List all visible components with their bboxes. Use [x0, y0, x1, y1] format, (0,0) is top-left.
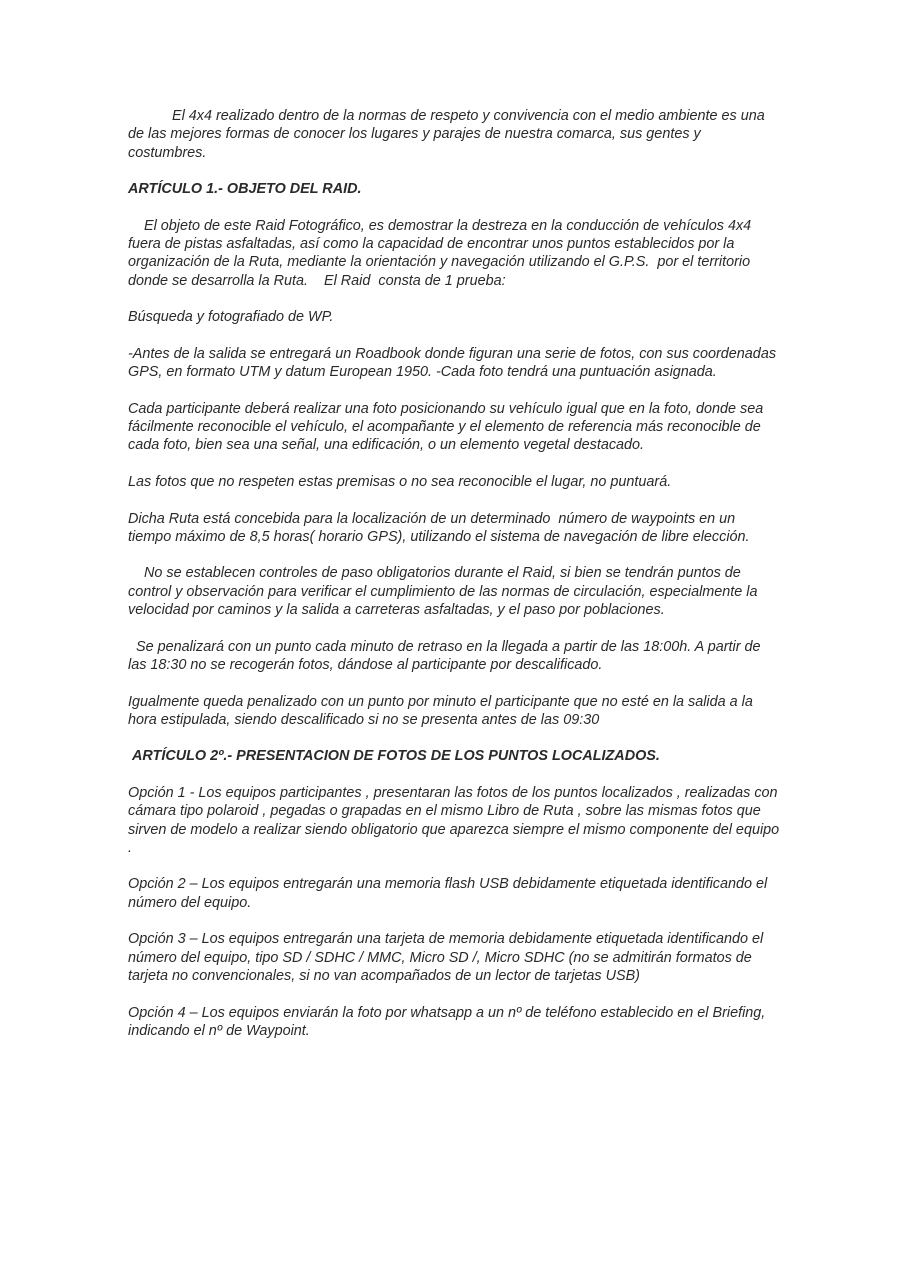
- option-1-paragraph: Opción 1 - Los equipos participantes , presentaran las fotos de los puntos localizados , realizadas con cámara tipo polaroid , pegadas o grapadas en el mismo Libro de Ruta , sobre las mismas fotos que sirven de modelo a realizar siendo obligatorio que aparezca siempre el mismo componente del equipo .: [128, 784, 784, 856]
- start-penalty-paragraph: Igualmente queda penalizado con un punto por minuto el participante que no esté en la salida a la hora estipulada, siendo descalificado si no se presenta antes de las 09:30: [128, 693, 757, 728]
- option-4-paragraph: Opción 4 – Los equipos enviarán la foto por whatsapp a un nº de teléfono establecido en el Briefing, indicando el nº de Waypoint.: [128, 1004, 770, 1039]
- route-time-paragraph: Dicha Ruta está concebida para la localización de un determinado número de waypoints en un tiempo máximo de 8,5 horas( horario GPS), utilizando el sistema de navegación de libre elección.: [128, 510, 750, 545]
- document-page: [128, 107, 784, 1058]
- controls-paragraph: No se establecen controles de paso obligatorios durante el Raid, si bien se tendrán puntos de control y observación para verificar el cumplimiento de las normas de circulación, especialmente la velocidad por caminos y la salida a carreteras asfaltadas, y el paso por poblaciones.: [128, 565, 762, 619]
- photo-rules-paragraph: Cada participante deberá realizar una foto posicionando su vehículo igual que en la foto, donde sea fácilmente reconocible el vehículo, el acompañante y el elemento de referencia más reconocible de cada foto, bien sea una señal, una edificación, o un elemento vegetal destacado.: [128, 400, 768, 454]
- option-2-paragraph: Opción 2 – Los equipos entregarán una memoria flash USB debidamente etiquetada identificando el número del equipo.: [128, 876, 772, 911]
- late-penalty-paragraph: Se penalizará con un punto cada minuto de retraso en la llegada a partir de las 18:00h. A partir de las 18:30 no se recogerán fotos, dándose al participante por descalificado.: [128, 638, 765, 673]
- no-score-paragraph: Las fotos que no respeten estas premisas o no sea reconocible el lugar, no puntuará.: [128, 473, 672, 490]
- roadbook-paragraph: -Antes de la salida se entregará un Roadbook donde figuran una serie de fotos, con sus coordenadas GPS, en formato UTM y datum European 1950. -Cada foto tendrá una puntuación asignada.: [128, 345, 781, 381]
- raid-objective-paragraph: El objeto de este Raid Fotográfico, es demostrar la destreza en la conducción de vehículos 4x4 fuera de pistas asfaltadas, así como la capacidad de encontrar unos puntos establecidos por la organización de la Ruta, mediante la orientación y navegación utilizando el G.P.S. por el territorio donde se desarrolla la Ruta. El Raid consta de 1 prueba:: [128, 217, 756, 289]
- test-name-paragraph: Búsqueda y fotografiado de WP.: [128, 309, 334, 326]
- article-2-heading: ARTÍCULO 2º.- PRESENTACION DE FOTOS DE LOS PUNTOS LOCALIZADOS.: [128, 748, 660, 765]
- option-3-paragraph: Opción 3 – Los equipos entregarán una tarjeta de memoria debidamente etiquetada identificando el número del equipo, tipo SD / SDHC / MMC, Micro SD /, Micro SDHC (no se admitirán formatos de tarjeta no convencionales, si no van acompañados de un lector de tarjetas USB): [128, 931, 768, 984]
- article-1-heading: ARTÍCULO 1.- OBJETO DEL RAID.: [128, 181, 362, 198]
- intro-paragraph: El 4x4 realizado dentro de la normas de respeto y convivencia con el medio ambiente es una de las mejores formas de conocer los lugares y parajes de nuestra comarca, sus gentes y costumbres.: [128, 108, 769, 161]
